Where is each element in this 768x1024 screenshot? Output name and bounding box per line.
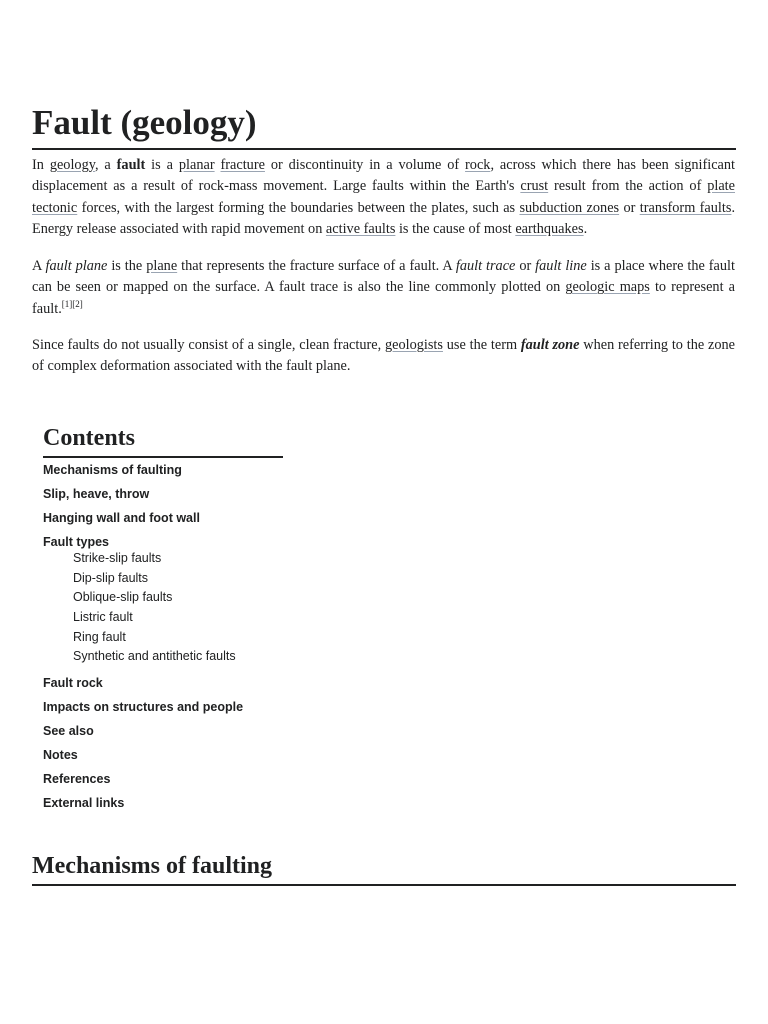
text-run: forces, with the largest forming the boundaries between the plates, such as: [77, 199, 520, 216]
text-run: is the cause of most: [395, 220, 516, 237]
link-plane[interactable]: plane: [146, 258, 178, 274]
text-run: is a place where the fault can be seen or mapped on the surface. A fault trace is also the line commonly plotted on: [32, 258, 735, 296]
intro-paragraph-2: [32, 256, 735, 320]
page-title: Fault (geology): [32, 100, 736, 150]
toc-subitem-synthetic-and-antithetic-faults[interactable]: Synthetic and antithetic faults: [73, 649, 236, 664]
link-subduction-zones[interactable]: subduction zones: [519, 199, 620, 216]
link-fracture[interactable]: fracture: [220, 157, 265, 173]
text-run: , across which there has been significant displacement as a result of rock-mass movement. Large faults within the Earth's: [32, 157, 736, 195]
link-planar[interactable]: planar: [178, 157, 215, 173]
bold-term-fault: fault: [116, 157, 146, 173]
toc-item-hanging-wall-and-foot-wall[interactable]: Hanging wall and foot wall: [43, 511, 200, 525]
text-run: when referring to the zone of complex deformation associated with the fault plane.: [32, 337, 735, 375]
toc-item-see-also[interactable]: See also: [43, 724, 94, 739]
table-of-contents: [43, 423, 283, 815]
link-active-faults[interactable]: active faults: [325, 220, 396, 237]
intro-paragraph-1: [32, 155, 735, 240]
toc-item-slip-heave-throw[interactable]: Slip, heave, throw: [43, 487, 150, 501]
text-run: use the term: [442, 337, 521, 353]
link-geologists[interactable]: geologists: [384, 337, 443, 353]
bold-italic-term-fault-zone: fault zone: [520, 337, 580, 353]
toc-item-external-links[interactable]: External links: [43, 796, 125, 811]
link-geology[interactable]: geology: [49, 157, 95, 173]
toc-sublist-container: [43, 549, 283, 667]
text-run: . Energy release associated with rapid movement on: [32, 199, 736, 237]
toc-item-references[interactable]: References: [43, 772, 111, 787]
link-earthquakes[interactable]: earthquakes: [515, 220, 584, 237]
text-run: or: [515, 258, 536, 274]
text-run: Since faults do not usually consist of a single, clean fracture,: [32, 337, 385, 353]
citation-1[interactable]: [1]: [61, 298, 73, 309]
text-run: or discontinuity in a volume of: [264, 157, 466, 173]
link-transform-faults[interactable]: transform faults: [639, 199, 732, 216]
toc-subitem-strike-slip-faults[interactable]: Strike-slip faults: [73, 551, 162, 565]
toc-item-impacts-on-structures-and-people[interactable]: Impacts on structures and people: [43, 700, 244, 715]
text-run: A: [32, 258, 46, 274]
text-run: is the: [107, 258, 147, 274]
italic-term-fault-line: fault line: [535, 258, 587, 274]
intro-paragraph-3: [32, 335, 735, 378]
text-run: result from the action of: [548, 178, 708, 195]
toc-item-notes[interactable]: Notes: [43, 748, 78, 763]
toc-subitem-listric-fault[interactable]: Listric fault: [73, 610, 133, 625]
link-rock[interactable]: rock: [465, 157, 491, 173]
toc-subitem-dip-slip-faults[interactable]: Dip-slip faults: [73, 570, 149, 585]
text-run: or: [619, 199, 640, 216]
toc-title: Contents: [43, 423, 283, 458]
toc-subitem-oblique-slip-faults[interactable]: Oblique-slip faults: [73, 590, 173, 605]
toc-item-mechanisms-of-faulting[interactable]: Mechanisms of faulting: [43, 463, 182, 477]
text-run: In: [32, 157, 50, 173]
italic-term-fault-trace: fault trace: [455, 258, 516, 274]
toc-subitem-ring-fault[interactable]: Ring fault: [73, 629, 126, 644]
text-run: that represents the fracture surface of a fault. A: [177, 258, 456, 274]
toc-item-fault-types[interactable]: Fault types: [43, 535, 109, 549]
text-run: is a: [145, 157, 179, 173]
link-crust[interactable]: crust: [520, 178, 549, 195]
link-geologic-maps[interactable]: geologic maps: [565, 279, 650, 296]
text-run: , a: [94, 157, 117, 173]
section-heading-mechanisms-of-faulting: Mechanisms of faulting: [32, 850, 736, 886]
text-run: .: [583, 220, 588, 237]
italic-term-fault-plane: fault plane: [45, 258, 108, 274]
citation-2[interactable]: [2]: [72, 298, 83, 309]
link-plate-tectonic[interactable]: plate tectonic: [32, 178, 736, 216]
toc-item-fault-rock[interactable]: Fault rock: [43, 676, 103, 691]
text-run: to represent a fault.: [32, 279, 735, 317]
